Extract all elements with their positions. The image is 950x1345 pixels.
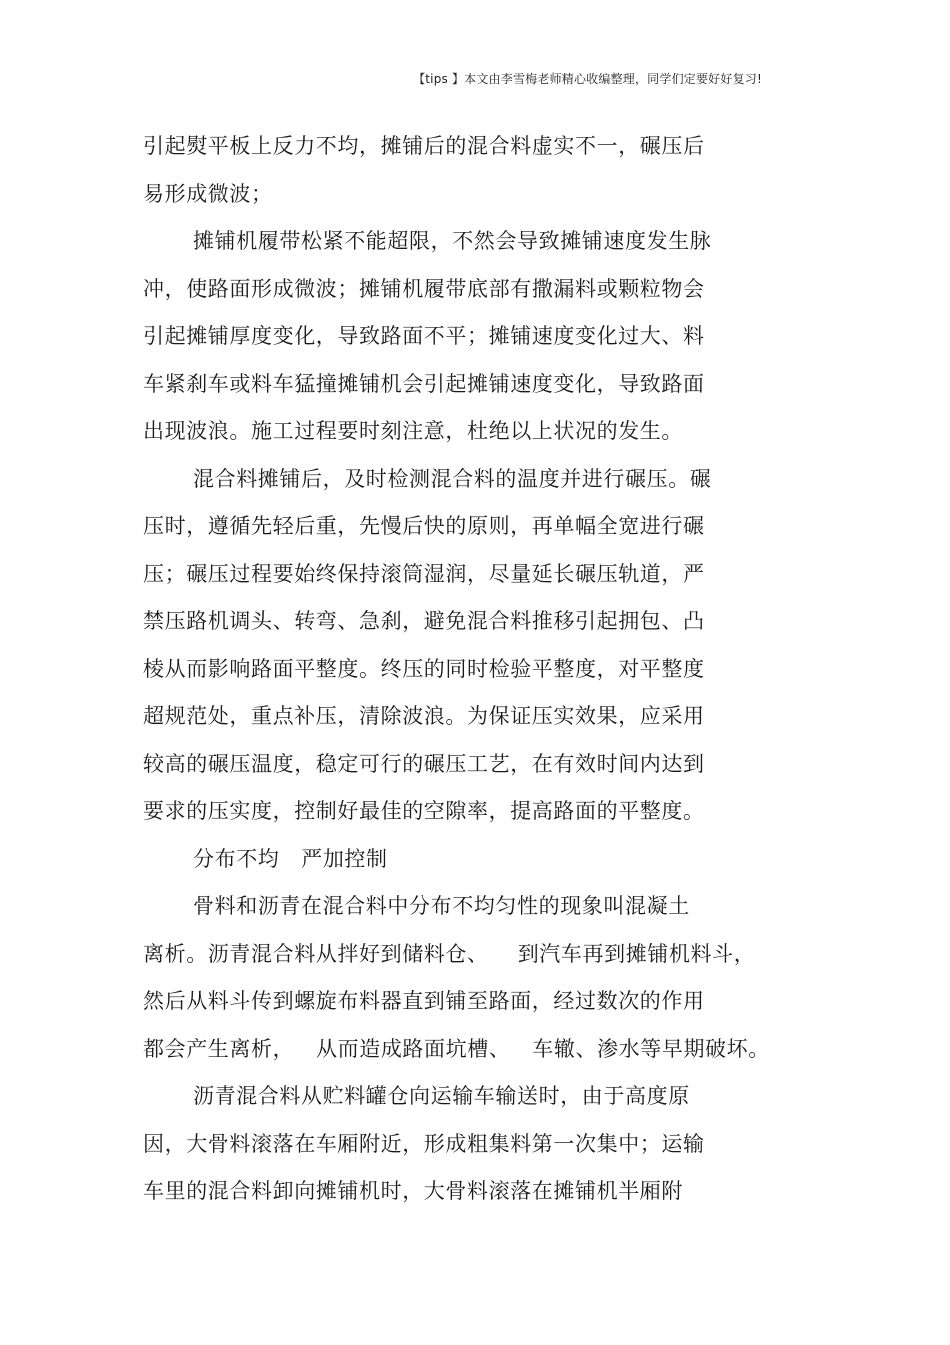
paragraph-start-line: 混合料摊铺后，及时检测混合料的温度并进行碾压。碾 bbox=[193, 466, 712, 491]
header-tip: 【tips 】本文由李雪梅老师精心收编整理，同学们定要好好复习! bbox=[413, 72, 762, 86]
document-body bbox=[143, 123, 803, 1216]
paragraph-start-line: 沥青混合料从贮料罐仓向运输车输送时，由于高度原 bbox=[193, 1084, 690, 1108]
paragraph-start-line: 摊铺机履带松紧不能超限，不然会导致摊铺速度发生脉 bbox=[193, 229, 712, 253]
text-line: 超规范处，重点补压，清除波浪。为保证压实效果，应采用 bbox=[143, 704, 705, 728]
text-line: 压时，遵循先轻后重，先慢后快的原则，再单幅全宽进行碾 bbox=[143, 514, 705, 538]
text-line: 棱从而影响路面平整度。终压的同时检验平整度，对平整度 bbox=[143, 656, 705, 681]
text-line: 车紧刹车或料车猛撞摊铺机会引起摊铺速度变化，导致路面 bbox=[143, 371, 705, 396]
section-heading: 分布不均 严加控制 bbox=[193, 846, 388, 871]
paragraph-start-line: 骨料和沥青在混合料中分布不均匀性的现象叫混凝土 bbox=[193, 894, 690, 918]
text-line: 都会产生离析， 从而造成路面坑槽、 车辙、渗水等早期破坏。 bbox=[143, 1036, 770, 1061]
text-line: 较高的碾压温度，稳定可行的碾压工艺，在有效时间内达到 bbox=[143, 751, 705, 776]
text-line: 离析。沥青混合料从拌好到储料仓、 到汽车再到摊铺机料斗， bbox=[143, 941, 756, 966]
text-line: 冲，使路面形成微波；摊铺机履带底部有撒漏料或颗粒物会 bbox=[143, 276, 705, 301]
text-line: 禁压路机调头、转弯、急刹，避免混合料推移引起拥包、凸 bbox=[143, 609, 705, 633]
text-line: 引起熨平板上反力不均，摊铺后的混合料虚实不一，碾压后 bbox=[143, 134, 705, 158]
text-line: 易形成微波； bbox=[143, 181, 273, 206]
text-line: 要求的压实度，控制好最佳的空隙率，提高路面的平整度。 bbox=[143, 799, 705, 823]
text-line: 出现波浪。施工过程要时刻注意，杜绝以上状况的发生。 bbox=[143, 419, 683, 443]
text-line: 车里的混合料卸向摊铺机时，大骨料滚落在摊铺机半厢附 bbox=[143, 1179, 683, 1203]
text-line: 因，大骨料滚落在车厢附近，形成粗集料第一次集中；运输 bbox=[143, 1131, 705, 1156]
text-line: 引起摊铺厚度变化，导致路面不平；摊铺速度变化过大、料 bbox=[143, 324, 705, 348]
text-line: 然后从料斗传到螺旋布料器直到铺至路面，经过数次的作用 bbox=[143, 989, 705, 1013]
text-line: 压；碾压过程要始终保持滚筒湿润，尽量延长碾压轨道，严 bbox=[143, 561, 705, 586]
